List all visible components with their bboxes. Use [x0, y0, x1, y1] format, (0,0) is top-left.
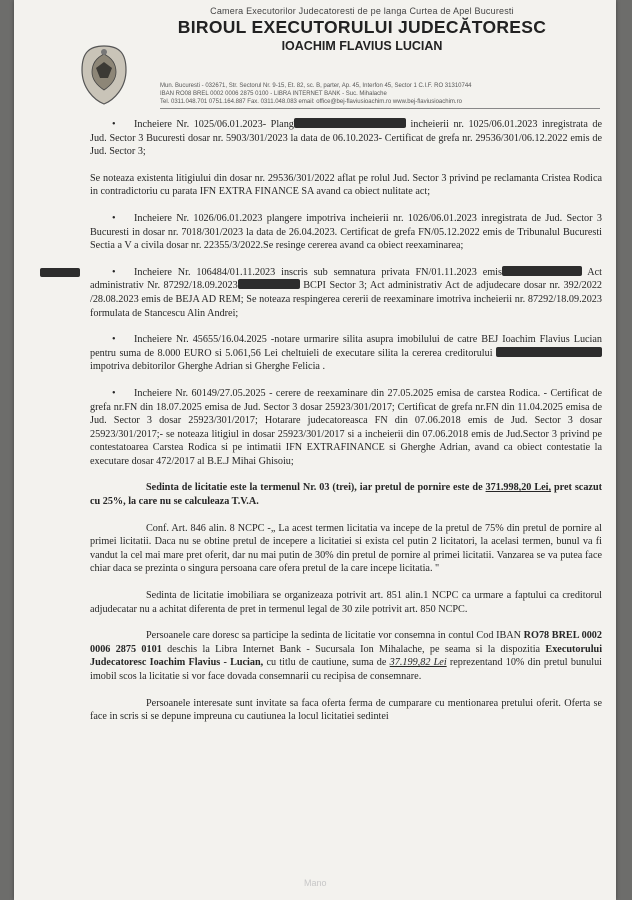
art-846-paragraph: [90, 522, 602, 576]
document-body: [90, 118, 602, 737]
licitatie-text-cont: pret scazut cu 25%, la care nu se calculeaza T.V.A.: [90, 482, 603, 508]
entry-1025: [90, 118, 602, 159]
licitatie-paragraph: [90, 481, 602, 508]
entry-text-cont: incheierii nr. 1025/06.01.2023 inregistrata de Jud. Sector 3 Bucuresti dosar nr. 5903/301/2023 la data de 06.10.2023- Certificat de grefa nr. 29536/301/06.12.2022 emis de Jud. Sector 3;: [90, 119, 603, 158]
consemnare-text-3: cu titlu de cautiune, suma de: [266, 657, 387, 669]
address-line: Mun. Bucuresti - 032671, Str. Sectorul Nr. 9-15, Et. 82, sc. B, parter, Ap. 45, Interfon 45, Sector 1 C.I.F. RO 31310744: [160, 83, 472, 89]
licitatie-text: Sedinta de licitatie este la termenul Nr. 03 (trei), iar pretul de pornire este de: [146, 482, 483, 494]
consemnare-paragraph: [90, 629, 602, 683]
entry-text: Incheiere Nr. 45655/16.04.2025 -notare urmarire silita asupra imobilului de catre BEJ Ioachim Flavius Lucian pentru suma de 8.000 EURO si 5.061,56 Lei cheltuieli de executare silita la cererea creditorului: [90, 334, 602, 359]
executor-ref: Executorului Judecatoresc Ioachim Flavius - Lucian,: [90, 643, 603, 669]
entry-text: Incheiere Nr. 60149/27.05.2025 - cerere de reexaminare din 27.05.2025 emisa de carstea Rodica. - Certificat de grefa nr.FN din 18.07.2025 emisa de Jud. Sector 3 dosar 25923/301/2017; Certificat de grefa nr.FN din 11.04.2025 emisa de Jud. Sector 3 dosar 25923/301/2017; Hotarare judecatoreasca FN din 07.06.2018 emis de Jud. Sector 3 dosar 25923/301/2017;- se noteaza litigiul in dosar 25923/301/2017 si a incheierii din 07.06.2018 emis de Jud.Sector 3 privind pe contestatoarea Carstea Rodica si pe intimatii IFN EXTRAFINANCE si Gherghe Adrian, avand ca obiect contestatie la executare dosar 472/2017 al B.E.J Mihai Ghisoiu;: [90, 387, 602, 467]
entry-text-cont: Act administrativ Nr. 87292/18.09.2023: [90, 266, 603, 292]
entry-106484: [90, 266, 602, 320]
entry-text-cont: impotriva debitorilor Gherghe Adrian si Gherghe Felicia .: [90, 361, 326, 373]
office-title: BIROUL EXECUTORULUI JUDECĂTORESC: [177, 17, 547, 37]
redaction-bar: [496, 347, 602, 357]
bullet: •: [112, 387, 116, 399]
entry-1026: [90, 212, 602, 253]
iban-value: RO78 BREL 0002 0006 2875 0101: [90, 630, 602, 655]
watermark-text: Mano: [304, 878, 327, 888]
paragraph-text: Persoanele interesate sunt invitate sa faca oferta ferma de cumparare cu mentionarea pretului oferit. Oferta se face in scris si se depune impreuna cu cautiunea la locul licitatiei sedintei: [90, 697, 602, 723]
bullet: •: [112, 334, 116, 346]
redaction-bar: [238, 279, 300, 289]
guarantee-amount: 37.199,82 Lei: [389, 657, 447, 669]
bullet: •: [112, 266, 116, 278]
chamber-line: Camera Executorilor Judecatoresti de pe langa Curtea de Apel Bucuresti: [210, 6, 514, 16]
art-851-paragraph: [90, 589, 602, 616]
final-paragraph: [90, 697, 602, 724]
entry-text: Incheiere Nr. 106484/01.11.2023 inscris sub semnatura privata FN/01.11.2023 emis: [134, 266, 502, 278]
starting-price: 371.998,20 Lei,: [485, 482, 552, 494]
bullet: •: [112, 119, 116, 130]
redaction-bar: [502, 266, 582, 276]
consemnare-text-4: reprezentand 10% din pretul bunului imobil scos la licitatie si vor face dovada consemnarii cu recipisa de consemnare.: [90, 657, 602, 682]
bank-line: IBAN RO08 BREL 0002 0006 2875 0100 - LIBRA INTERNET BANK - Suc. Mihalache: [160, 91, 387, 97]
consemnare-text: Persoanele care doresc sa participe la sedinta de licitatie vor consemna in contul Cod IBAN: [146, 630, 521, 642]
entry-60149: [90, 387, 602, 469]
paragraph-text: Conf. Art. 846 alin. 8 NCPC -„ La acest termen licitatia va incepe de la pretul de 75% din pretul de pornire al primei licitatii. Daca nu se obtine pretul de incepere a licitatiei si exista cel putin 2 licitatori, la acelasi termen, bunul va fi vandut la cel mai mare pret oferit, dar nu mai putin de 30% din pretul de pornire al primei licitatii. Vanzarea se va putea face chiar daca se prezinta o singura persoana care ofera pretul de la care incepe licitatia. ": [90, 522, 602, 575]
entry-45655: [90, 333, 602, 374]
litigiu-note: [90, 172, 602, 199]
entry-text: Incheiere Nr. 1025/06.01.2023- Plang: [134, 119, 294, 130]
entry-text: Se noteaza existenta litigiului din dosar nr. 29536/301/2022 aflat pe rolul Jud. Sector 3 privind pe reclamanta Cristea Rodica in contradictoriu cu parata IFN EXTRA FINANCE SA avand ca obiect nulitate act;: [90, 172, 602, 198]
document-page: [14, 0, 616, 900]
entry-text-cont2: BCPI Sector 3; Act administrativ Act de adjudecare dosar nr. 392/2022 /28.08.2023 emis de BEJA AD REM; Se noteaza respingerea cererii de reexaminare imotriva incheierii nr. 87292/18.09.2023 formulata de Stancescu Alin Andrei;: [90, 280, 603, 319]
margin-redaction: [40, 268, 80, 277]
phone-line: Tel. 0311.048.701 0751.164.887 Fax. 0311.048.083 email: office@bej-flaviusioachim.ro www.bej-flaviusioachim.ro: [160, 99, 462, 105]
consemnare-text-2: deschis la Libra Internet Bank - Sucursala Ion Mihalache, pe seama si la dispozitia: [167, 643, 541, 655]
executor-name: IOACHIM FLAVIUS LUCIAN: [281, 39, 443, 53]
bullet: •: [112, 212, 116, 224]
entry-text: Incheiere Nr. 1026/06.01.2023 plangere impotriva incheierii nr. 1026/06.01.2023 inregistrata de Jud. Sector 3 Bucuresti in dosar nr. 7018/301/2023 la data de 26.04.2023. Certificat de grefa FN/05.12.2022 emis de Tribunalul Bucuresti Sectia a V a civila dosar nr. 22355/3/2022.Se resinge cererea avand ca obiect reexaminarea;: [90, 212, 602, 252]
redaction-bar: [294, 118, 406, 128]
paragraph-text: Sedinta de licitatie imobiliara se organizeaza potrivit art. 851 alin.1 NCPC ca urmare a faptului ca creditorul adjudecatar nu a achitat diferenta de pret in termenul legal de 30 zile potrivit art. 850 NCPC.: [90, 590, 602, 615]
